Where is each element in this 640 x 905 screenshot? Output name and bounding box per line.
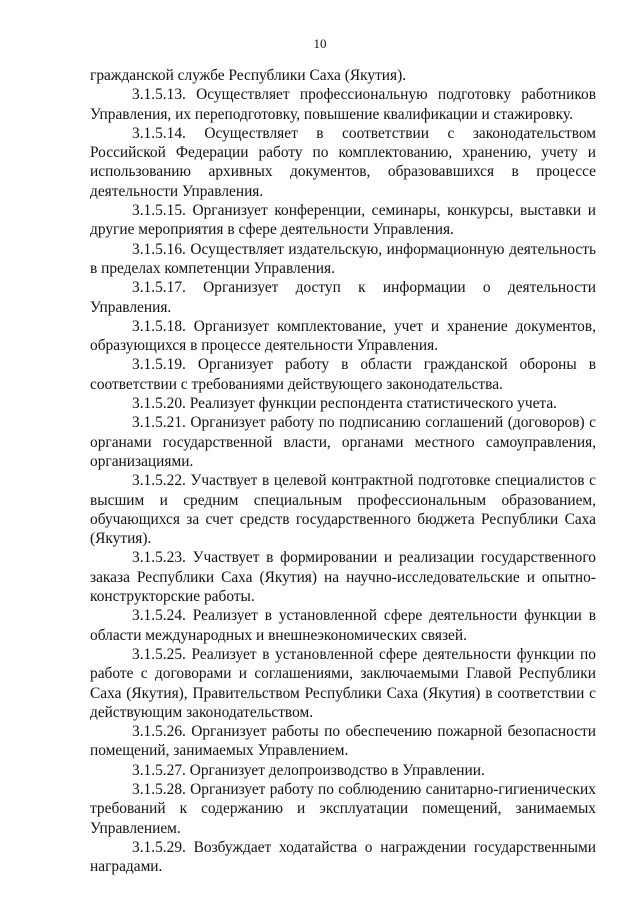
clause-paragraph: 3.1.5.28. Организует работу по соблюдению санитарно-гигиенических требований к содержанию и эксплуатации помещений, занимаемых Управлением. bbox=[90, 780, 596, 837]
clause-paragraph: 3.1.5.15. Организует конференции, семинары, конкурсы, выставки и другие мероприятия в сфере деятельности Управления. bbox=[90, 202, 596, 239]
clause-paragraph: 3.1.5.19. Организует работу в области гражданской обороны в соответствии с требованиями действующего законодательства. bbox=[90, 356, 596, 393]
clause-paragraph: 3.1.5.13. Осуществляет профессиональную подготовку работников Управления, их переподготовку, повышение квалификации и стажировку. bbox=[90, 86, 596, 123]
clause-paragraph: 3.1.5.23. Участвует в формировании и реализации государственного заказа Республики Саха (Якутия) на научно-исследовательские и опытно-конструкторские работы. bbox=[90, 549, 596, 606]
clause-paragraph: 3.1.5.26. Организует работы по обеспечению пожарной безопасности помещений, занимаемых Управлением. bbox=[90, 723, 596, 760]
clause-paragraph: 3.1.5.16. Осуществляет издательскую, информационную деятельность в пределах компетенции Управления. bbox=[90, 240, 596, 277]
clause-paragraph: 3.1.5.24. Реализует в установленной сфере деятельности функции в области международных и внешнеэкономических связей. bbox=[90, 607, 596, 644]
clause-paragraph: 3.1.5.20. Реализует функции респондента статистического учета. bbox=[132, 395, 558, 413]
clause-paragraph: 3.1.5.21. Организует работу по подписанию соглашений (договоров) с органами государственной власти, органами местного самоуправления, организациями. bbox=[90, 414, 596, 470]
paragraph-continuation: гражданской службе Республики Саха (Якутия). bbox=[90, 67, 407, 84]
clause-paragraph: 3.1.5.17. Организует доступ к информации о деятельности Управления. bbox=[90, 279, 596, 316]
clause-paragraph: 3.1.5.18. Организует комплектование, учет и хранение документов, образующихся в процессе деятельности Управления. bbox=[90, 317, 596, 355]
clause-paragraph: 3.1.5.22. Участвует в целевой контрактной подготовке специалистов с высшим и средним специальным профессиональным образованием, обучающихся за счет средств государственного бюджета Республики Саха (Якутия). bbox=[90, 472, 596, 548]
clause-paragraph: 3.1.5.14. Осуществляет в соответствии с законодательством Российской Федерации работу по комплектованию, хранению, учету и использованию архивных документов, образовавшихся в процессе деятельности Управления. bbox=[90, 124, 596, 200]
clause-paragraph: 3.1.5.25. Реализует в установленной сфере деятельности функции по работе с договорами и соглашениями, заключаемыми Главой Республики Саха (Якутия), Правительством Республики Саха (Якутия) в соответствии с действующим законодательством. bbox=[90, 645, 596, 721]
clause-paragraph: 3.1.5.27. Организует делопроизводство в Управлении. bbox=[132, 761, 485, 779]
clause-paragraph: 3.1.5.29. Возбуждает ходатайства о награждении государственными наградами. bbox=[90, 838, 596, 876]
document-body bbox=[90, 66, 596, 876]
page-number: 10 bbox=[313, 36, 327, 51]
